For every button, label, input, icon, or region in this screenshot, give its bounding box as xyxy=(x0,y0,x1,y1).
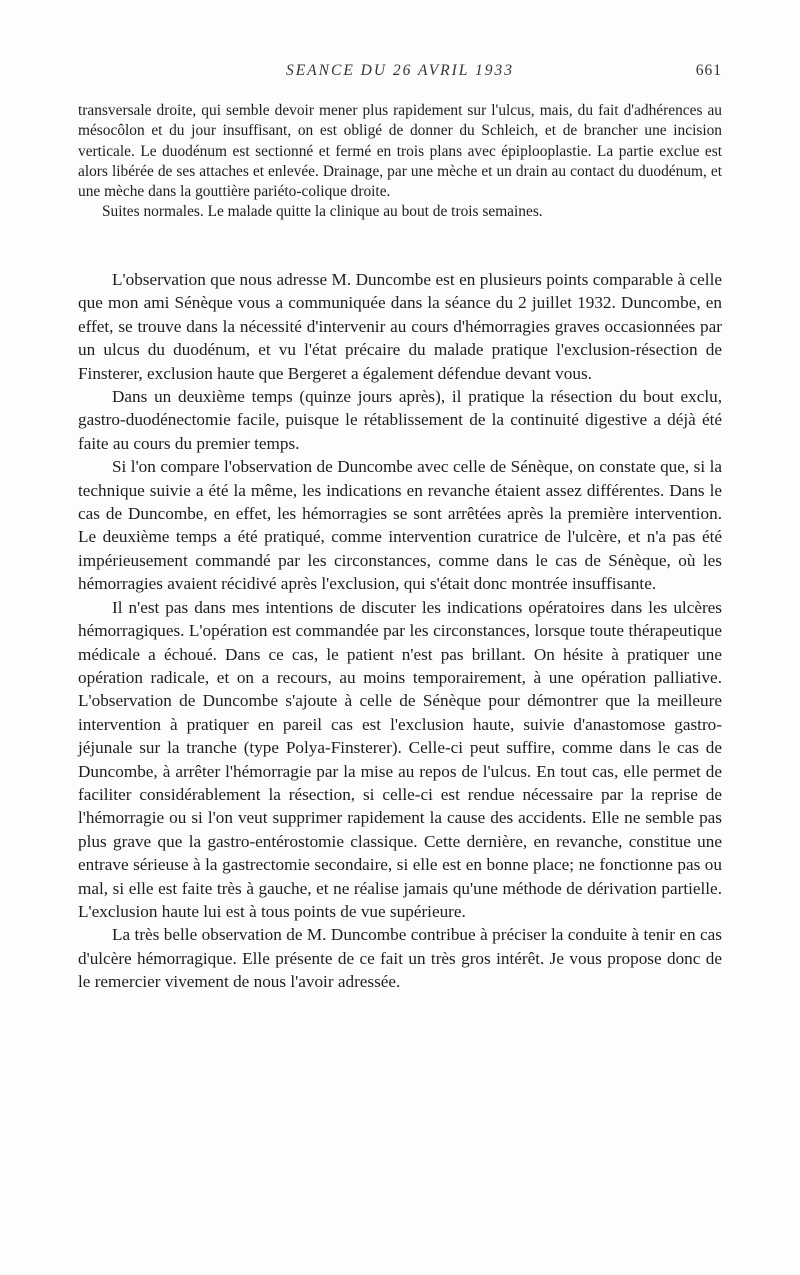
body-paragraph: La très belle observation de M. Duncombe contribue à préciser la conduite à tenir en cas d'ulcère hémorragique. Elle présente de ce fait un très gros intérêt. Je vous propose donc de le remercier vivement de nous l'avoir adressée. xyxy=(78,925,722,992)
page-header xyxy=(78,62,722,84)
body-paragraph: Il n'est pas dans mes intentions de discuter les indications opératoires dans les ulcères hémorragiques. L'opération est commandée par les circonstances, lorsque toute thérapeutique médicale a échoué. Dans ce cas, le patient n'est pas brillant. On hésite à pratiquer une opération radicale, et on a recours, au moins temporairement, à une opération palliative. L'observation de Duncombe s'ajoute à celle de Sénèque pour démontrer que la meilleure intervention à pratiquer en pareil cas est l'exclusion haute, suivie d'anastomose gastro-jéjunale sur la tranche (type Polya-Finsterer). Celle-ci peut suffire, comme dans le cas de Duncombe, à arrêter l'hémorragie par la mise au repos de l'ulcus. En tout cas, elle permet de faciliter considérablement la résection, si celle-ci est rendue nécessaire par la reprise de l'hémorragie ou si l'on veut supprimer rapidement la cause des accidents. Elle ne semble pas plus grave que la gastro-entérostomie classique. Cette dernière, en revanche, constitue une entrave sérieuse à la gastrectomie secondaire, si elle est en bonne place; ne fonctionne pas ou mal, si elle est faite très à gauche, et ne réalise jamais qu'une méthode de dérivation partielle. L'exclusion haute lui est à tous points de vue supérieure. xyxy=(78,597,722,921)
body-paragraph: L'observation que nous adresse M. Duncombe est en plusieurs points comparable à celle que mon ami Sénèque vous a communiquée dans la séance du 2 juillet 1932. Duncombe, en effet, se trouve dans la nécessité d'intervenir au cours d'hémorragies graves occasionnées par un ulcus du duodénum, et vu l'état précaire du malade pratique l'exclusion-résection de Finsterer, exclusion haute que Bergeret a également défendue devant vous. xyxy=(78,270,722,383)
intro-paragraph: transversale droite, qui semble devoir mener plus rapidement sur l'ulcus, mais, du fait d'adhérences au mésocôlon et du jour insuffisant, on est obligé de donner du Schleich, et de brancher une incision verticale. Le duodénum est sectionné et fermé en trois plans avec épiplooplastie. La partie exclue est alors libérée de ses attaches et enlevée. Drainage, par une mèche et un drain au contact du duodénum, et une mèche dans la gouttière pariéto-colique droite. xyxy=(78,102,722,201)
running-title: SEANCE DU 26 AVRIL 1933 xyxy=(285,62,515,79)
intro-text-block xyxy=(78,101,722,223)
body-paragraph: Si l'on compare l'observation de Duncombe avec celle de Sénèque, on constate que, si la technique suivie a été la même, les indications en revanche étaient assez différentes. Dans le cas de Duncombe, en effet, les hémorragies se sont arrêtées après la première intervention. Le deuxième temps a été pratiqué, comme intervention curatrice de l'ulcère, et n'a pas été impérieusement commandé par les circonstances, comme dans le cas de Sénèque, où les hémorragies avaient récidivé après l'exclusion, qui s'était donc montrée insuffisante. xyxy=(78,457,722,594)
body-paragraph: Dans un deuxième temps (quinze jours après), il pratique la résection du bout exclu, gastro-duodénectomie facile, puisque le rétablissement de la continuité digestive a déjà été faite au cours du premier temps. xyxy=(78,387,722,453)
page-number: 661 xyxy=(695,62,722,79)
main-text-block xyxy=(78,268,722,994)
intro-paragraph: Suites normales. Le malade quitte la clinique au bout de trois semaines. xyxy=(102,203,543,221)
